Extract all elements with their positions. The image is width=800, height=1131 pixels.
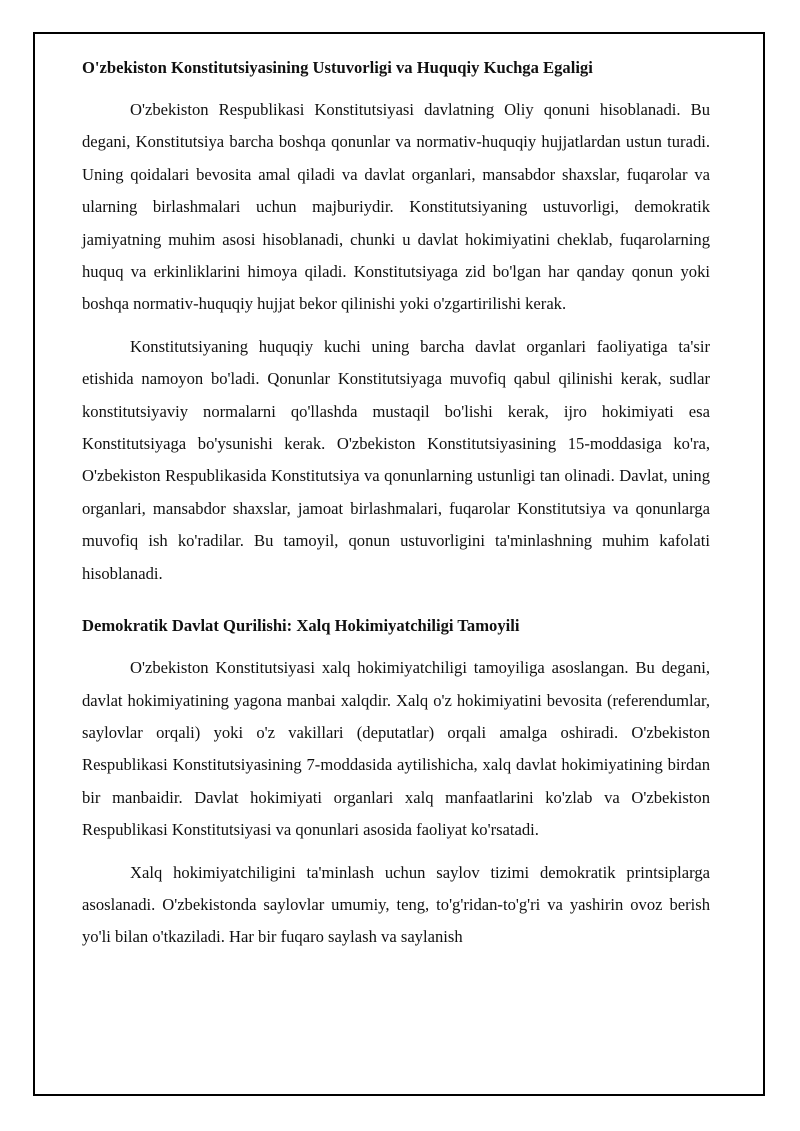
paragraph: Xalq hokimiyatchiligini ta'minlash uchun saylov tizimi demokratik printsiplarga asoslanadi. O'zbekistonda saylovlar umumiy, teng, to'g'ridan-to'g'ri va yashirin ovoz berish yo'li bilan o'tkaziladi. Har bir fuqaro saylash va saylanish [82,862,710,947]
section-heading-democratic-state: Demokratik Davlat Qurilishi: Xalq Hokimiyatchiligi Tamoyili [82,616,520,636]
paragraph: Konstitutsiyaning huquqiy kuchi uning barcha davlat organlari faoliyatiga ta'sir etishida namoyon bo'ladi. Qonunlar Konstitutsiyaga muvofiq qabul qilinishi kerak, sudlar konstitutsiyaviy normalarni qo'llashda mustaqil bo'lishi kerak, ijro hokimiyati esa Konstitutsiyaga bo'ysunishi kerak. O'zbekiston Konstitutsiyasining 15-moddasiga ko'ra, O'zbekiston Respublikasida Konstitutsiya va qonunlarning ustunligi tan olinadi. Davlat, uning organlari, mansabdor shaxslar, jamoat birlashmalari, fuqarolar Konstitutsiya va qonunlarga muvofiq ish ko'radilar. Bu tamoyil, qonun ustuvorligini ta'minlashning muhim kafolati hisoblanadi. [82,336,710,583]
section-heading-constitution-supremacy: O'zbekiston Konstitutsiyasining Ustuvorligi va Huquqiy Kuchga Egaligi [82,58,593,77]
document-body [82,56,710,954]
paragraph: O'zbekiston Respublikasi Konstitutsiyasi davlatning Oliy qonuni hisoblanadi. Bu degani, Konstitutsiya barcha boshqa qonunlar va normativ-huquqiy hujjatlardan ustun turadi. Uning qoidalari bevosita amal qiladi va davlat organlari, mansabdor shaxslar, fuqarolar va ularning birlashmalari uchun majburiydir. Konstitutsiyaning ustuvorligi, demokratik jamiyatning muhim asosi hisoblanadi, chunki u davlat hokimiyatini cheklab, fuqarolarning huquq va erkinliklarini himoya qiladi. Konstitutsiyaga zid bo'lgan har qanday qonun yoki boshqa normativ-huquqiy hujjat bekor qilinishi yoki o'zgartirilishi kerak. [82,100,710,314]
paragraph: O'zbekiston Konstitutsiyasi xalq hokimiyatchiligi tamoyiliga asoslangan. Bu degani, davlat hokimiyatining yagona manbai xalqdir. Xalq o'z hokimiyatini bevosita (referendumlar, saylovlar orqali) yoki o'z vakillari (deputatlar) orqali amalga oshiradi. O'zbekiston Respublikasi Konstitutsiyasining 7-moddasida aytilishicha, xalq davlat hokimiyatining birdan bir manbaidir. Davlat hokimiyati organlari xalq manfaatlarini ko'zlab va O'zbekiston Respublikasi Konstitutsiyasi va qonunlari asosida faoliyat ko'rsatadi. [82,658,710,840]
